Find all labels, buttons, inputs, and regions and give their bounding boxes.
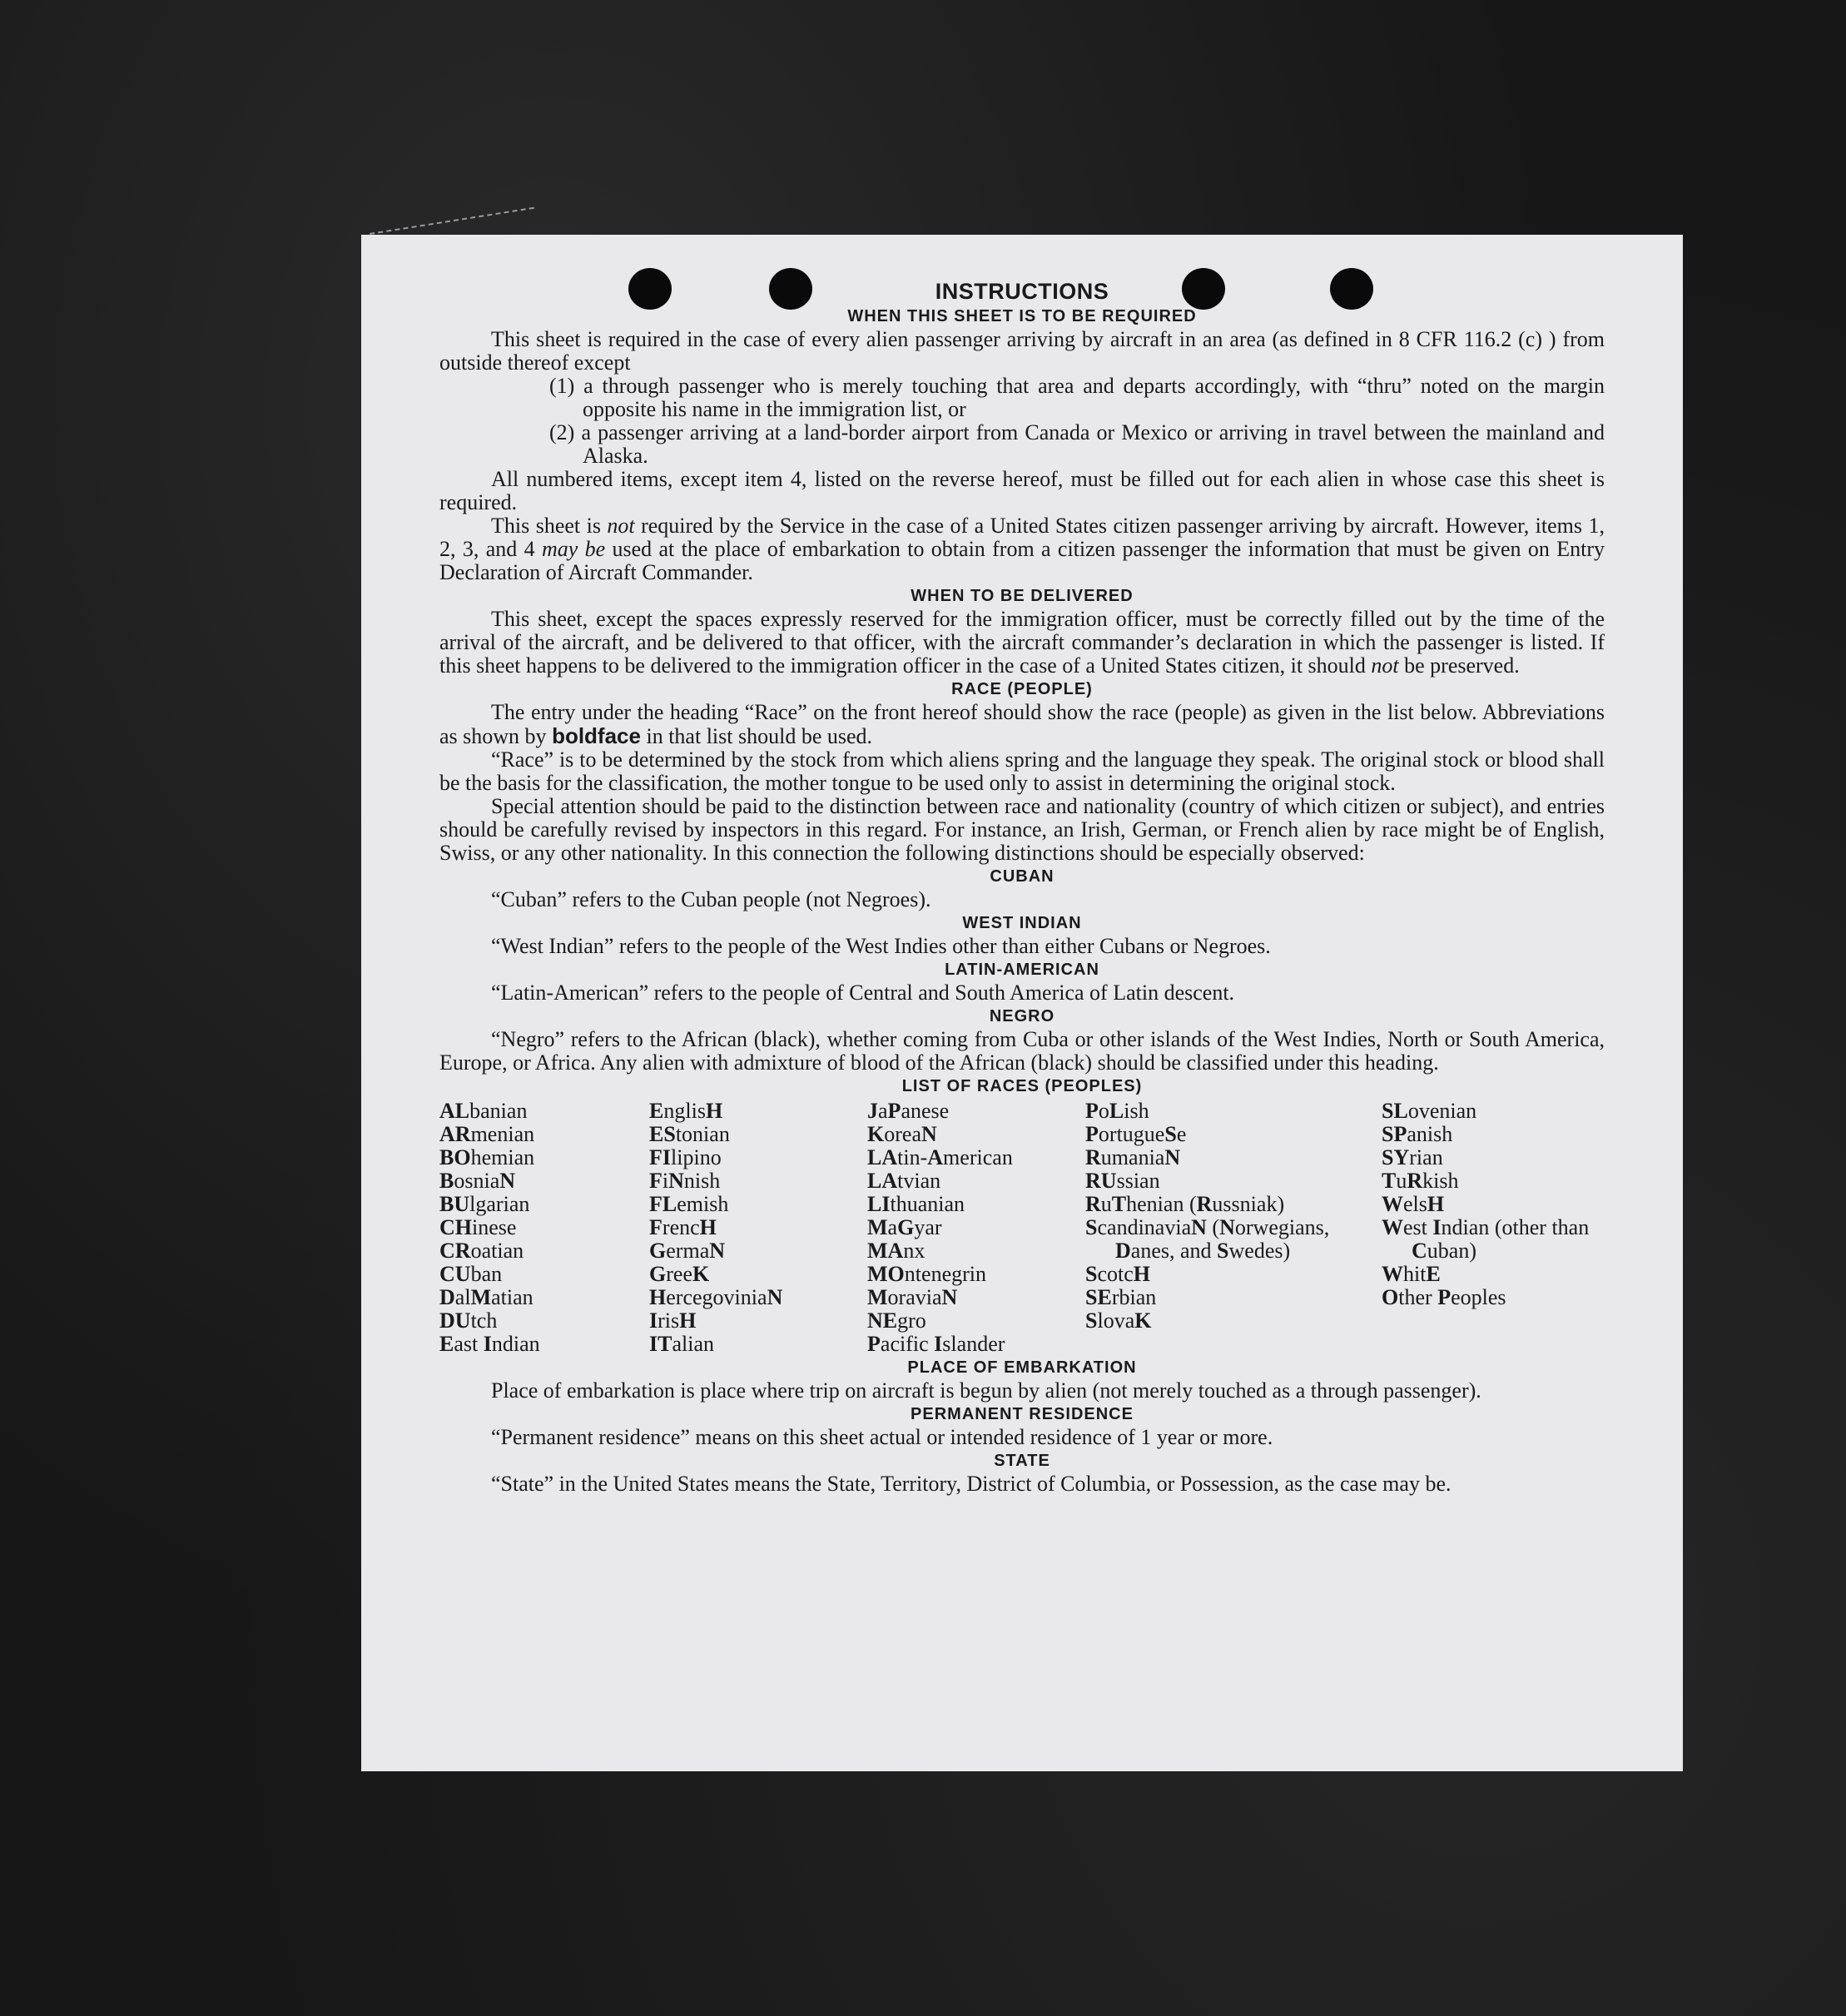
race-item: TuRkish (1382, 1169, 1459, 1193)
section-heading-state: STATE (994, 1452, 1050, 1470)
race-item: MAnx (867, 1239, 925, 1263)
race-item: East Indian (439, 1332, 540, 1356)
race-item: SPanish (1382, 1122, 1453, 1146)
section-heading-embarkation: PLACE OF EMBARKATION (907, 1358, 1137, 1377)
race-item: SlovaK (1085, 1308, 1152, 1333)
section-heading-latin-american: LATIN-AMERICAN (945, 961, 1099, 979)
paragraph: “State” in the United States means the State, Territory, District of Columbia, or Possession, as the case may be. (491, 1472, 1451, 1496)
paragraph: This sheet is required in the case of every alien passenger arriving by aircraft in an area (as defined in 8 CFR 116.2 (c) ) from outside thereof except (439, 327, 1605, 375)
section-heading-when-delivered: WHEN TO BE DELIVERED (911, 587, 1134, 605)
race-item: HercegoviniaN (649, 1285, 783, 1309)
section-heading-west-indian: WEST INDIAN (962, 914, 1082, 932)
race-item: MOntenegrin (867, 1262, 987, 1286)
race-item: GreeK (649, 1262, 710, 1286)
text-span: required by the Service in the case of a United States citizen passenger arriving by aircraft. However, items 1, 2, 3, and 4 (439, 514, 1605, 561)
race-item: LAtvian (867, 1169, 941, 1193)
races-column (1382, 1100, 1605, 1356)
bold-text: boldface (552, 723, 641, 748)
race-item: ARmenian (439, 1122, 535, 1146)
list-item: (2) a passenger arriving at a land-border airport from Canada or Mexico or arriving in travel between the mainland and Alaska. (549, 420, 1605, 468)
race-item: ALbanian (439, 1099, 528, 1123)
list-item: (1) a through passenger who is merely touching that area and departs accordingly, with “thru” noted on the margin opposite his name in the immigration list, or (549, 374, 1605, 421)
race-item: PoLish (1085, 1099, 1149, 1123)
race-item: ScotcH (1085, 1262, 1151, 1286)
race-item: LAtin-American (867, 1145, 1013, 1169)
text-span: used at the place of embarkation to obtain from a citizen passenger the information that must be given on Entry Declaration of Aircraft Commander. (439, 537, 1605, 584)
paragraph: Place of embarkation is place where trip on aircraft is begun by alien (not merely touched as a through passenger). (491, 1378, 1481, 1403)
paragraph: “Negro” refers to the African (black), whether coming from Cuba or other islands of the West Indies, North or South America, Europe, or Africa. Any alien with admixture of blood of the African (black) should be classified under this heading. (439, 1027, 1605, 1075)
races-column (649, 1100, 867, 1356)
paragraph: “West Indian” refers to the people of the West Indies other than either Cubans or Negroes. (491, 934, 1271, 958)
text-span: The entry under the heading “Race” on the front hereof should show the race (people) as given in the list below. Abbreviations as shown by (439, 700, 1605, 748)
paragraph: “Latin-American” refers to the people of Central and South America of Latin descent. (491, 981, 1235, 1005)
race-item: BOhemian (439, 1145, 535, 1169)
race-item: PortugueSe (1085, 1122, 1187, 1146)
races-column (867, 1100, 1085, 1356)
race-item: EnglisH (649, 1099, 723, 1123)
section-heading-cuban: CUBAN (990, 867, 1055, 886)
race-item: WelsH (1382, 1192, 1445, 1216)
paragraph: “Race” is to be determined by the stock from which aliens spring and the language they speak. The original stock or blood shall be the basis for the classification, the mother tongue to be used only to assist in determining the original stock. (439, 747, 1605, 795)
paragraph (439, 608, 1605, 678)
race-item: West Indian (other than Cuban) (1382, 1215, 1590, 1263)
text-span: in that list should be used. (640, 724, 873, 748)
section-heading-residence: PERMANENT RESIDENCE (911, 1405, 1134, 1423)
race-item: RUssian (1085, 1169, 1160, 1193)
race-item: Other Peoples (1382, 1285, 1506, 1309)
race-item: SErbian (1085, 1285, 1157, 1309)
races-column (1085, 1100, 1382, 1356)
italic-text: not (1371, 653, 1399, 678)
race-item: EStonian (649, 1122, 730, 1146)
race-item: FiNnish (649, 1169, 721, 1193)
paragraph: “Permanent residence” means on this sheet actual or intended residence of 1 year or more. (491, 1425, 1273, 1449)
race-item: SYrian (1382, 1145, 1443, 1169)
race-item: BUlgarian (439, 1192, 530, 1216)
race-item: RumaniaN (1085, 1145, 1181, 1169)
race-item: NEgro (867, 1308, 926, 1333)
race-item: DUtch (439, 1308, 498, 1333)
race-item: MaGyar (867, 1215, 942, 1239)
paragraph: Special attention should be paid to the distinction between race and nationality (country of which citizen or subject), and entries should be carefully revised by inspectors in this regard. For instance, an Irish, German, or French alien by race might be of English, Swiss, or any other nationality. In this connection the following distinctions should be especially observed: (439, 794, 1605, 865)
race-item: BosniaN (439, 1169, 516, 1193)
race-item: Pacific Islander (867, 1332, 1005, 1356)
page-title: INSTRUCTIONS (935, 279, 1109, 304)
paragraph (439, 514, 1605, 584)
race-item: RuThenian (Russniak) (1085, 1192, 1285, 1216)
race-item: WhitE (1382, 1262, 1441, 1286)
race-item: FLemish (649, 1192, 729, 1216)
section-heading-negro: NEGRO (989, 1007, 1055, 1025)
races-list (439, 1100, 1605, 1356)
race-item: CRoatian (439, 1239, 524, 1263)
race-item: FrencH (649, 1215, 717, 1239)
paragraph (439, 701, 1605, 748)
paragraph: “Cuban” refers to the Cuban people (not Negroes). (491, 887, 931, 911)
paragraph: All numbered items, except item 4, listed on the reverse hereof, must be filled out for each alien in whose case this sheet is required. (439, 467, 1605, 514)
instructions-content (439, 280, 1605, 1496)
italic-text: not (607, 514, 635, 538)
text-span: be preserved. (1398, 653, 1520, 678)
race-item: DalMatian (439, 1285, 533, 1309)
race-item: GermaN (649, 1239, 726, 1263)
race-item: CUban (439, 1262, 503, 1286)
race-item: JaPanese (867, 1099, 950, 1123)
italic-text: may be (541, 537, 606, 561)
section-heading-list-of-races: LIST OF RACES (PEOPLES) (901, 1077, 1143, 1095)
race-item: IrisH (649, 1308, 697, 1333)
race-item: CHinese (439, 1215, 517, 1239)
races-column (439, 1100, 649, 1356)
race-item: SLovenian (1382, 1099, 1477, 1123)
race-item: ITalian (649, 1332, 715, 1356)
race-item: FIlipino (649, 1145, 722, 1169)
section-heading-race: RACE (PEOPLE) (951, 680, 1093, 698)
text-span: This sheet, except the spaces expressly reserved for the immigration officer, must be correctly filled out by the time of the arrival of the aircraft, and be delivered to that officer, with the aircraft commander’s declaration in which the passenger is listed. If this sheet happens to be delivered to the immigration officer in the case of a United States citizen, it should (439, 607, 1605, 678)
race-item: LIthuanian (867, 1192, 965, 1216)
race-item: ScandinaviaN (Norwegians, Danes, and Swedes) (1085, 1215, 1330, 1263)
race-item: KoreaN (867, 1122, 937, 1146)
race-item: MoraviaN (867, 1285, 958, 1309)
text-span: This sheet is (491, 514, 608, 538)
section-heading-when-required: WHEN THIS SHEET IS TO BE REQUIRED (847, 307, 1197, 325)
